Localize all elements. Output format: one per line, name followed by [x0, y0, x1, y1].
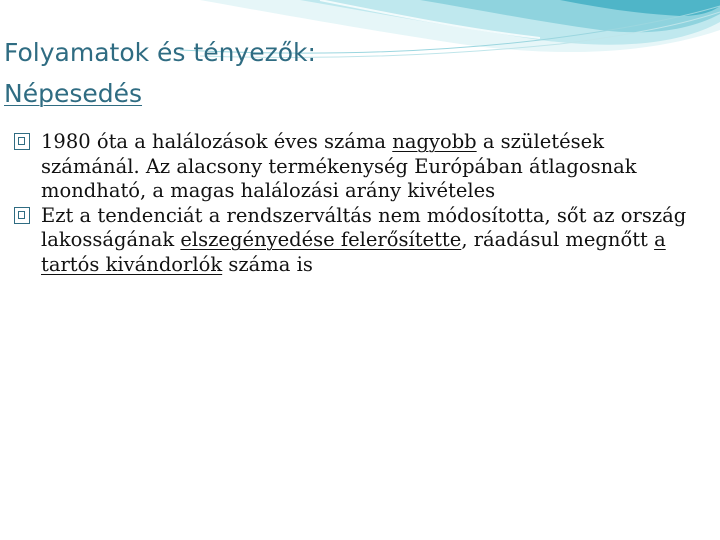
bullet-2-underlined-kivandorlok: a tartós kivándorlók — [41, 228, 666, 276]
title-line-1: Folyamatok és tényezők: — [4, 38, 316, 67]
bullet-2-text-b: , ráadásul megnőtt — [461, 228, 655, 251]
bullet-2-text-a: Ezt a tendenciát a rendszerváltás nem módosította, sőt az ország lakosságának — [41, 203, 687, 251]
square-bullet-icon — [14, 133, 30, 150]
bullet-2-text-c: száma is — [222, 252, 313, 276]
bullet-1-text-a: 1980 óta a halálozások éves száma — [41, 130, 393, 153]
title-line-2: Népesedés — [4, 79, 143, 108]
bullet-1-underlined-nagyobb: nagyobb — [392, 130, 477, 153]
bullet-item-1 — [14, 130, 704, 204]
slide-title — [4, 32, 316, 114]
square-bullet-icon — [14, 207, 30, 224]
bullet-1-text-b: a születések számánál. Az alacsony termékenység Európában átlagosnak mondható, a magas halálozási arány kivételes — [41, 130, 637, 202]
bullet-2-underlined-elszegenyedese: elszegényedése felerősítette — [180, 228, 462, 251]
slide-body — [14, 130, 704, 277]
bullet-item-2 — [14, 204, 704, 278]
